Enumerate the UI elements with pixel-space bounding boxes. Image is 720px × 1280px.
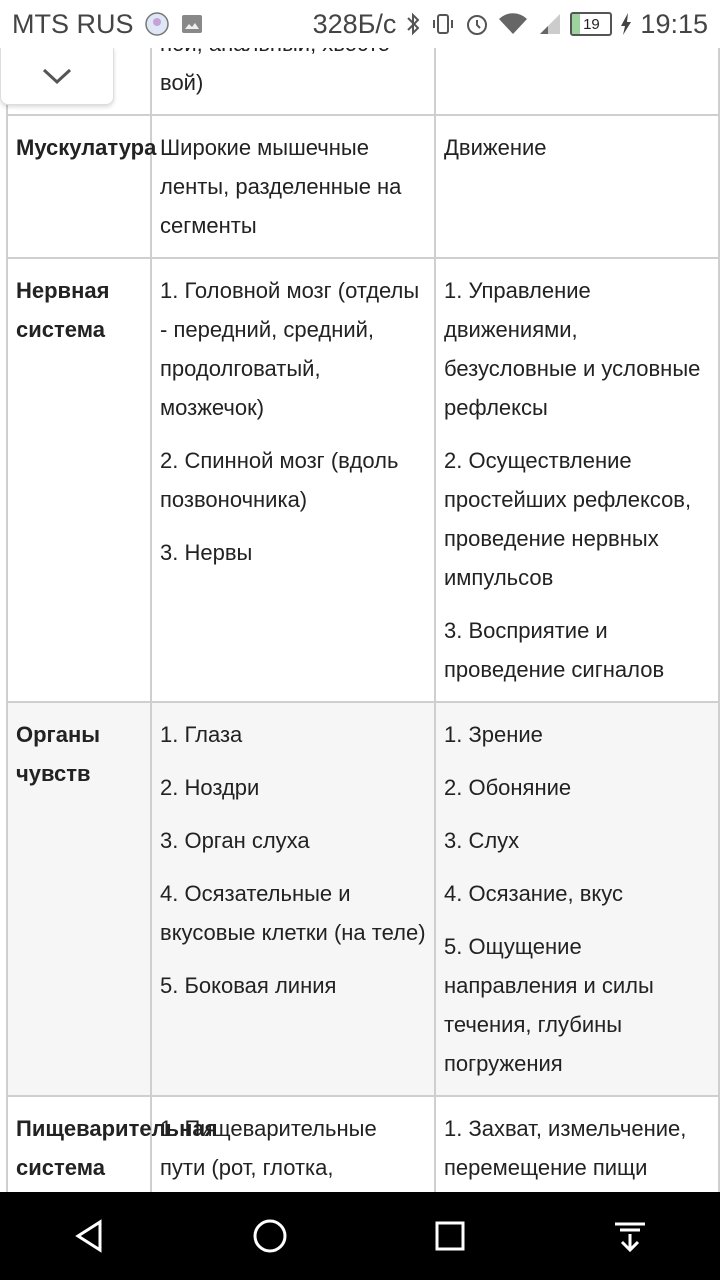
alarm-icon	[464, 11, 490, 37]
function-item: 2. Осуществление простейших рефлексов, проведение нервных импульсов	[444, 448, 692, 590]
table-row	[7, 702, 719, 1096]
network-speed: 328Б/с	[312, 8, 397, 39]
structure-item: 5. Боковая линия	[160, 973, 337, 998]
home-icon	[250, 1216, 290, 1256]
structure-cell	[151, 702, 435, 1096]
notification-shade-icon	[610, 1216, 650, 1256]
function-item: Движение	[444, 135, 547, 160]
structure-item: 1. Глаза	[160, 722, 243, 747]
vibrate-icon	[430, 11, 456, 37]
clock: 19:15	[640, 8, 708, 39]
anatomy-table	[6, 10, 716, 1279]
charging-icon	[620, 12, 632, 36]
bluetooth-icon	[404, 11, 422, 37]
function-item: 4. Осязание, вкус	[444, 881, 624, 906]
wifi-icon	[498, 12, 528, 36]
structure-item: 3. Орган слуха	[160, 828, 310, 853]
organ-cell: Пищеварительная система	[7, 1096, 151, 1278]
structure-item: 2. Ноздри	[160, 775, 260, 800]
organ-cell: Органы чувств	[7, 702, 151, 1096]
function-item: 5. Ощущение направления и силы течения, глубины погружения	[444, 934, 654, 1076]
structure-item: Широкие мышечные ленты, разделенные на сегменты	[160, 135, 402, 238]
function-cell	[435, 258, 719, 702]
function-cell	[435, 115, 719, 258]
chevron-down-icon	[40, 65, 74, 87]
navigation-bar	[0, 1192, 720, 1280]
page-content	[0, 48, 720, 1192]
organ-cell: Нервная система	[7, 258, 151, 702]
organ-cell: Мускулатура	[7, 115, 151, 258]
structure-item: 3. Нервы	[160, 540, 253, 565]
table-row	[7, 115, 719, 258]
function-item: 1. Зрение	[444, 722, 543, 747]
structure-item: 4. Осязательные и вкусовые клетки (на теле)	[160, 881, 426, 945]
back-icon	[70, 1216, 110, 1256]
notifications-button[interactable]	[585, 1201, 675, 1271]
function-cell	[435, 702, 719, 1096]
battery-icon: 19	[570, 12, 612, 36]
function-item: 1. Захват, измельчение, перемещение пищи	[444, 1116, 687, 1180]
structure-cell	[151, 115, 435, 258]
function-item: 3. Восприятие и проведение сигналов	[444, 618, 665, 682]
structure-item: вой)	[160, 70, 204, 95]
home-button[interactable]	[225, 1201, 315, 1271]
image-icon	[180, 12, 204, 36]
avatar-icon	[144, 11, 170, 37]
signal-icon	[536, 12, 562, 36]
collapse-button[interactable]	[0, 48, 114, 105]
structure-cell	[151, 258, 435, 702]
structure-item: 1. Головной мозг (отделы - передний, средний, продолговатый, мозжечок)	[160, 278, 420, 420]
function-item: 2. Обоняние	[444, 775, 572, 800]
table-row	[7, 258, 719, 702]
recents-icon	[430, 1216, 470, 1256]
function-item: 3. Слух	[444, 828, 520, 853]
recents-button[interactable]	[405, 1201, 495, 1271]
status-bar	[0, 0, 720, 48]
structure-item: 1. Пищеварительные пути (рот, глотка,	[160, 1116, 377, 1180]
function-item: 1. Управление движениями, безусловные и условные рефлексы	[444, 278, 701, 420]
back-button[interactable]	[45, 1201, 135, 1271]
carrier-name: MTS RUS	[12, 8, 134, 39]
structure-item: 2. Спинной мозг (вдоль позвоночника)	[160, 448, 399, 512]
